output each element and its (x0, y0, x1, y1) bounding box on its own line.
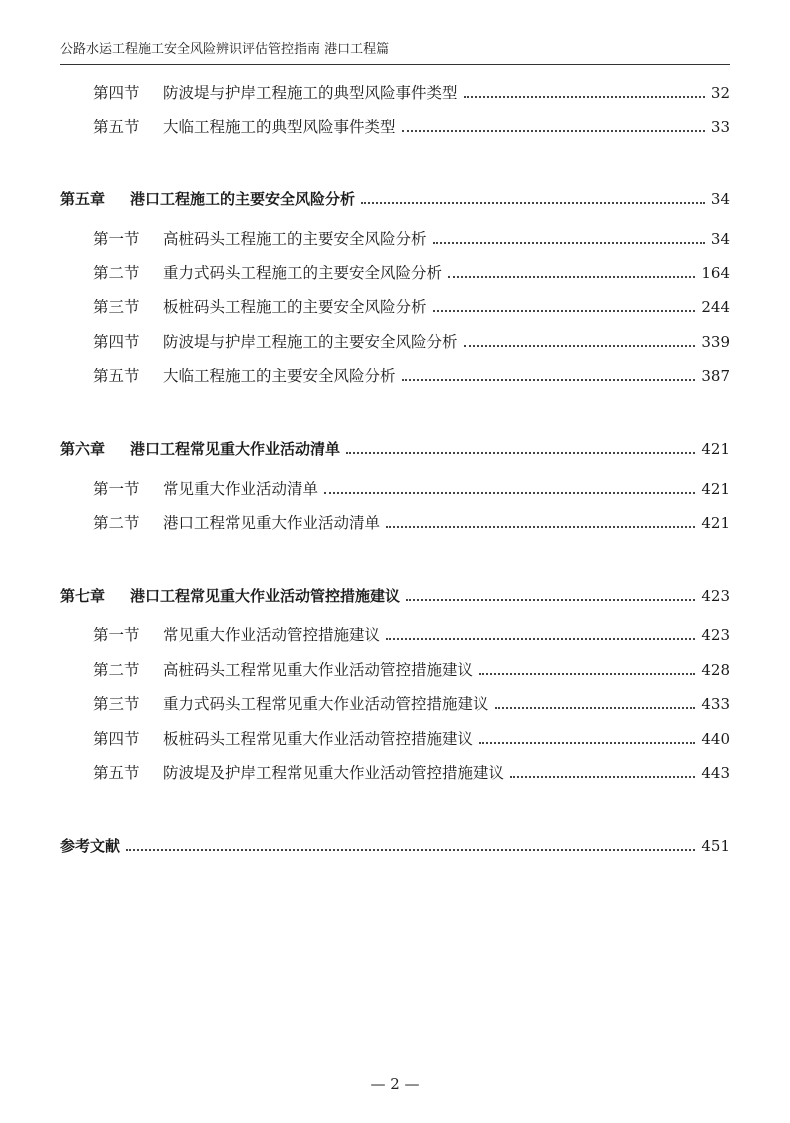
entry-title: 板桩码头工程施工的主要安全风险分析 (163, 298, 427, 316)
entry-number: 第五节 (93, 764, 140, 782)
dot-leader (346, 452, 695, 454)
toc-entry[interactable] (93, 729, 730, 749)
dot-leader (402, 130, 705, 132)
toc-entry[interactable] (93, 763, 730, 783)
entry-number: 第四节 (93, 730, 140, 748)
entry-number: 第一节 (93, 480, 140, 498)
entry-number: 第二节 (93, 661, 140, 679)
entry-page: 428 (701, 661, 730, 679)
entry-number: 第三节 (93, 695, 140, 713)
dot-leader (510, 776, 695, 778)
toc-entry[interactable] (93, 694, 730, 714)
entry-number: 第四节 (93, 84, 140, 102)
entry-title: 防波堤与护岸工程施工的主要安全风险分析 (163, 333, 458, 351)
dot-leader (495, 707, 696, 709)
entry-number: 第三节 (93, 298, 140, 316)
entry-page: 443 (701, 764, 730, 782)
entry-number: 第五节 (93, 367, 140, 385)
references-title: 参考文献 (60, 837, 121, 855)
toc-entry[interactable] (93, 297, 730, 317)
entry-title: 防波堤与护岸工程施工的典型风险事件类型 (163, 84, 458, 102)
entry-title: 重力式码头工程常见重大作业活动管控措施建议 (163, 695, 489, 713)
entry-title: 高桩码头工程常见重大作业活动管控措施建议 (163, 661, 474, 679)
dot-leader (433, 310, 696, 312)
chapter-number: 第五章 (60, 190, 106, 208)
toc-entry[interactable] (93, 660, 730, 680)
chapter-title: 港口工程常见重大作业活动管控措施建议 (130, 587, 401, 605)
entry-page: 421 (701, 514, 730, 532)
entry-page: 32 (710, 84, 730, 102)
entry-number: 第四节 (93, 333, 140, 351)
dot-leader (464, 96, 705, 98)
entry-number: 第二节 (93, 264, 140, 282)
entry-title: 大临工程施工的典型风险事件类型 (163, 118, 396, 136)
entry-page: 421 (701, 480, 730, 498)
running-header: 公路水运工程施工安全风险辨识评估管控指南 港口工程篇 (60, 38, 730, 65)
toc-entry[interactable] (93, 366, 730, 386)
entry-title: 大临工程施工的主要安全风险分析 (163, 367, 396, 385)
references-page: 451 (701, 837, 730, 855)
dot-leader (433, 242, 705, 244)
toc-chapter[interactable] (60, 586, 730, 606)
toc-entry[interactable] (93, 229, 730, 249)
toc-entry[interactable] (93, 117, 730, 137)
entry-number: 第五节 (93, 118, 140, 136)
entry-title: 重力式码头工程施工的主要安全风险分析 (163, 264, 443, 282)
chapter-title: 港口工程施工的主要安全风险分析 (130, 190, 356, 208)
dot-leader (386, 526, 695, 528)
entry-title: 港口工程常见重大作业活动清单 (163, 514, 381, 532)
chapter-page: 34 (710, 190, 730, 208)
entry-page: 387 (701, 367, 730, 385)
toc-entry[interactable] (93, 83, 730, 103)
entry-page: 433 (701, 695, 730, 713)
dot-leader (324, 492, 695, 494)
entry-page: 33 (710, 118, 730, 136)
entry-page: 164 (701, 264, 730, 282)
entry-page: 339 (701, 333, 730, 351)
chapter-title: 港口工程常见重大作业活动清单 (130, 440, 341, 458)
entry-page: 34 (710, 230, 730, 248)
toc-entry[interactable] (93, 263, 730, 283)
toc-entry[interactable] (93, 625, 730, 645)
dot-leader (386, 638, 695, 640)
entry-page: 440 (701, 730, 730, 748)
page-number: — 2 — (370, 1075, 420, 1093)
chapter-number: 第七章 (60, 587, 106, 605)
chapter-page: 423 (701, 587, 730, 605)
dot-leader (406, 599, 695, 601)
dot-leader (402, 379, 696, 381)
toc-entry[interactable] (93, 332, 730, 352)
dot-leader (361, 202, 705, 204)
dot-leader (479, 673, 695, 675)
entry-title: 防波堤及护岸工程常见重大作业活动管控措施建议 (163, 764, 505, 782)
dot-leader (479, 742, 695, 744)
entry-number: 第二节 (93, 514, 140, 532)
toc-references[interactable] (60, 836, 730, 856)
entry-page: 423 (701, 626, 730, 644)
entry-page: 244 (701, 298, 730, 316)
toc-entry[interactable] (93, 479, 730, 499)
chapter-page: 421 (701, 440, 730, 458)
dot-leader (126, 849, 695, 851)
entry-title: 板桩码头工程常见重大作业活动管控措施建议 (163, 730, 474, 748)
toc-entry[interactable] (93, 513, 730, 533)
entry-title: 常见重大作业活动清单 (163, 480, 319, 498)
entry-title: 高桩码头工程施工的主要安全风险分析 (163, 230, 427, 248)
toc-chapter[interactable] (60, 439, 730, 459)
chapter-number: 第六章 (60, 440, 106, 458)
toc-chapter[interactable] (60, 189, 730, 209)
entry-number: 第一节 (93, 230, 140, 248)
dot-leader (464, 345, 696, 347)
entry-title: 常见重大作业活动管控措施建议 (163, 626, 381, 644)
dot-leader (448, 276, 695, 278)
entry-number: 第一节 (93, 626, 140, 644)
